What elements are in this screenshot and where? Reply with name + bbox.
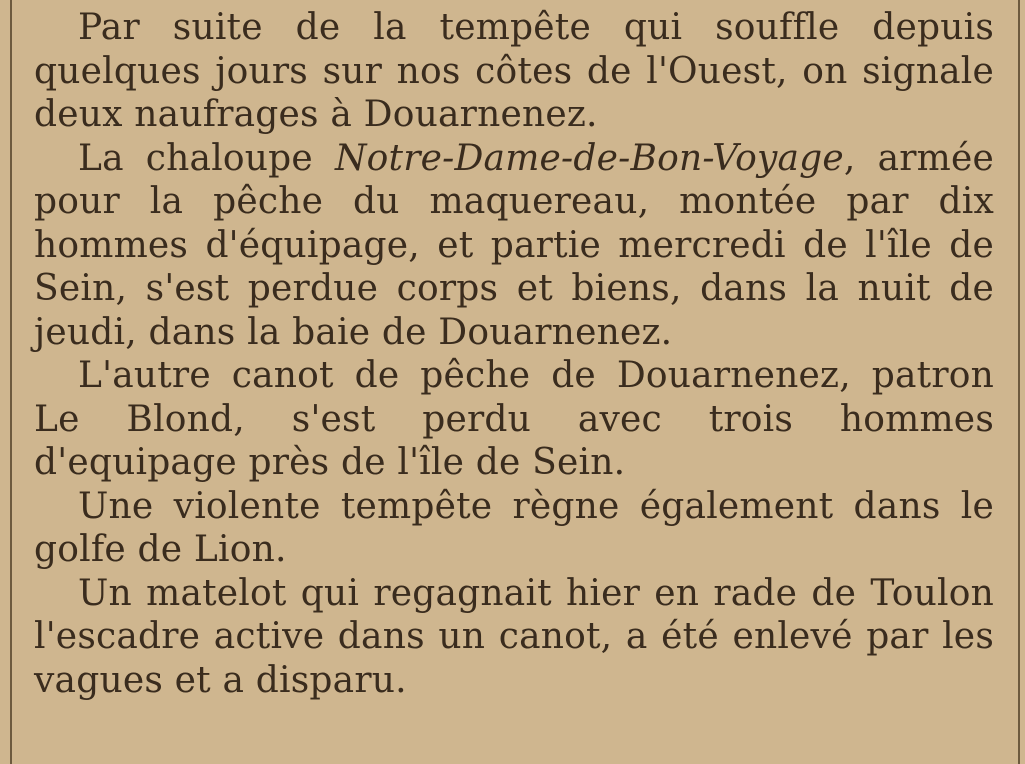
- column-rule-right: [1018, 0, 1020, 764]
- boat-name: Notre-Dame-de-Bon-Voyage: [334, 137, 844, 179]
- paragraph-golfe-de-lion: Une violente tempête règne également dans le golfe de Lion.: [34, 485, 994, 570]
- paragraph-matelot: Un matelot qui regagnait hier en rade de Toulon l'escadre active dans un canot, a été enlevé par les vagues et a disparu.: [34, 572, 994, 701]
- paragraph-canot: L'autre canot de pêche de Douarnenez, patron Le Blond, s'est perdu avec trois hommes d'equipage près de l'île de Sein.: [34, 355, 994, 483]
- text-before-boat-name: La chaloupe: [78, 137, 335, 179]
- column-rule-left: [10, 0, 12, 764]
- text-after-boat-name: , armée pour la pêche du maquereau, montée par dix hommes d'équipage, et partie mercredi de l'île de Sein, s'est perdue corps et biens, dans la nuit de jeudi, dans la baie de Douarnenez.: [34, 137, 994, 353]
- article-column: [34, 6, 994, 702]
- paragraph-chaloupe: [34, 137, 994, 355]
- paragraph-storm-intro: Par suite de la tempête qui souffle depuis quelques jours sur nos côtes de l'Ouest, on signale deux naufrages à Douarnenez.: [34, 7, 994, 135]
